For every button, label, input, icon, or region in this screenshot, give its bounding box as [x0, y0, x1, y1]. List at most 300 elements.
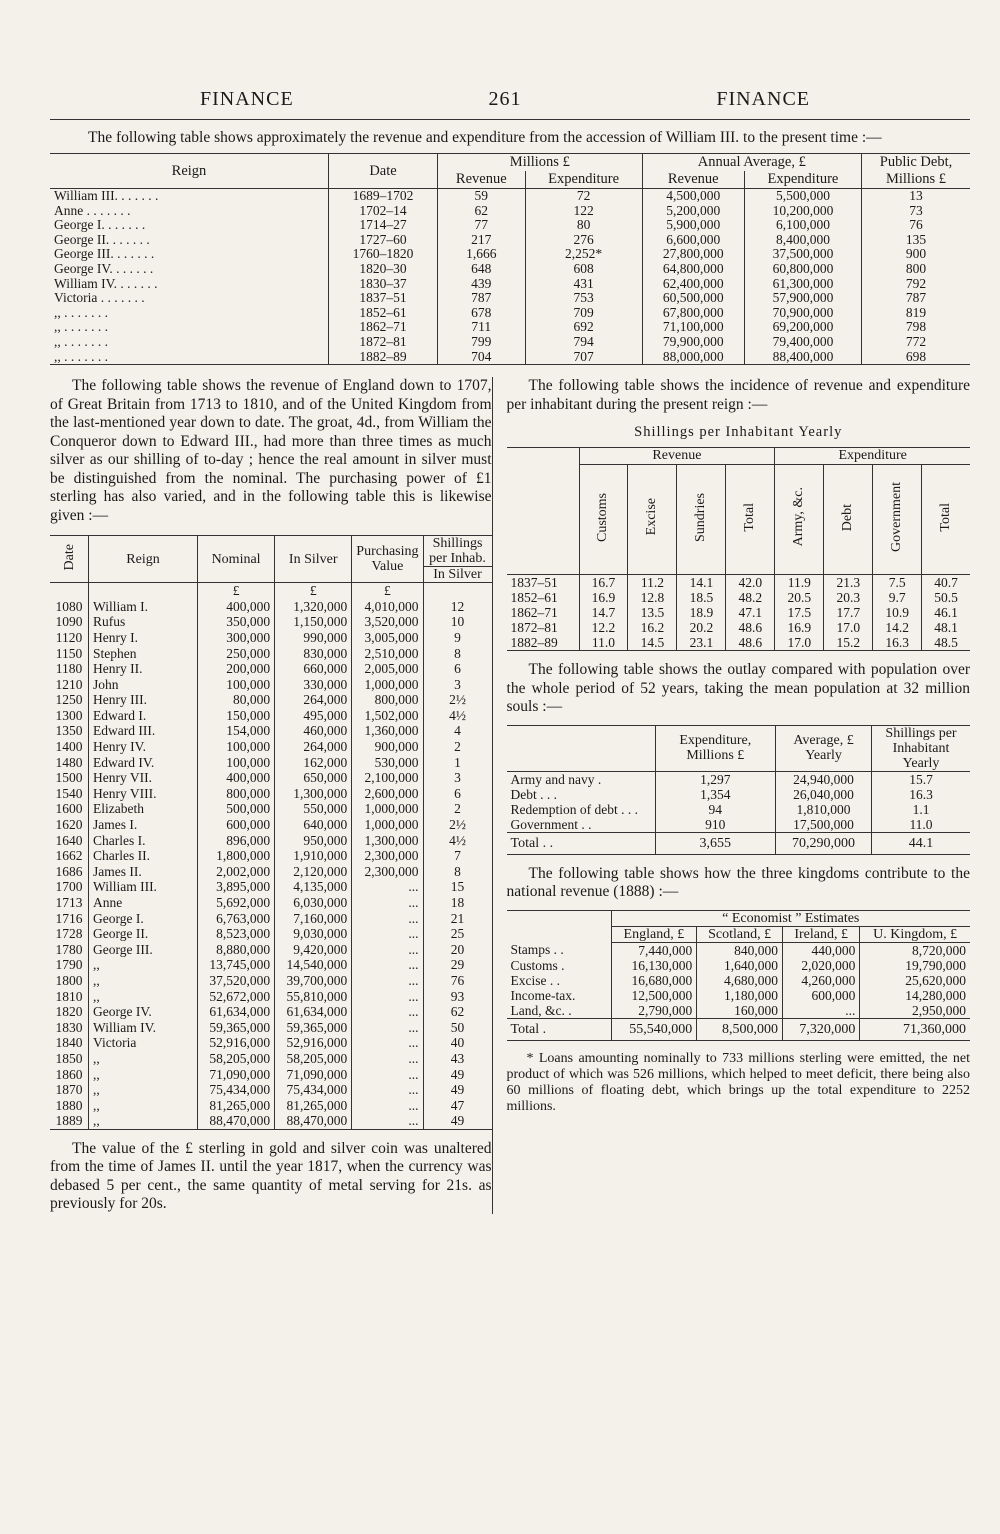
table-row — [50, 350, 970, 365]
t1-cell-reign: ,, . . . . . . . — [50, 306, 329, 321]
t2-cell-reign: George I. — [89, 911, 198, 927]
t2-cell-nominal: 59,365,000 — [198, 1020, 275, 1036]
table-row — [507, 958, 970, 973]
t2-cell-purchasing: ... — [352, 989, 423, 1005]
t5-cell: Excise . . — [507, 973, 612, 988]
t1-cell-revenue: 787 — [438, 291, 526, 306]
t2-cell-nominal: 8,880,000 — [198, 942, 275, 958]
t1-cell-debt: 819 — [905, 304, 927, 320]
t2-cell-date: 1600 — [50, 801, 89, 817]
t2-cell-reign: ,, — [89, 1098, 198, 1114]
t2-cell-shillings: 50 — [450, 1019, 465, 1035]
table-row — [50, 801, 492, 817]
t1-cell-revenue: 77 — [438, 218, 526, 233]
table-row — [50, 614, 492, 630]
t2-unit-nominal: £ — [198, 583, 275, 599]
t3-cell: 48.6 — [726, 620, 775, 635]
t2-header-reign: Reign — [89, 536, 198, 583]
t2-cell-date: 1840 — [50, 1035, 89, 1051]
intro-paragraph: The following table shows approximately the revenue and expenditure from the accession of William III. to the present time :— — [88, 129, 882, 146]
t3-colhead-label: Total — [742, 502, 758, 532]
t2-cell-shillings: 49 — [450, 1113, 465, 1129]
t2-cell-nominal: 100,000 — [198, 739, 275, 755]
t2-cell-reign: ,, — [89, 1067, 198, 1083]
t1-cell-expenditure: 753 — [525, 291, 642, 306]
t4-total-cell: 3,655 — [655, 832, 776, 854]
t1-cell-avg-revenue: 60,500,000 — [642, 291, 744, 306]
t2-cell-purchasing: 3,005,000 — [352, 630, 423, 646]
t2-cell-date: 1686 — [50, 864, 89, 880]
t2-cell-shillings: 2 — [454, 739, 461, 755]
t2-cell-nominal: 61,634,000 — [198, 1004, 275, 1020]
t5-header-ireland: Ireland, £ — [782, 926, 859, 942]
t2-cell-date: 1662 — [50, 848, 89, 864]
t2-cell-nominal: 1,800,000 — [198, 848, 275, 864]
table-row — [50, 646, 492, 662]
header-left: FINANCE — [200, 88, 294, 110]
t2-cell-reign: Henry I. — [89, 630, 198, 646]
t2-cell-silver: 162,000 — [275, 755, 352, 771]
t1-header-revenue: Revenue — [438, 171, 526, 189]
t3-cell: 1872–81 — [507, 620, 580, 635]
t2-cell-purchasing: 4,010,000 — [352, 599, 423, 615]
t1-cell-reign: George III. . . . . . . — [50, 247, 329, 262]
table-row — [507, 771, 970, 787]
t1-cell-debt: 698 — [905, 348, 927, 364]
t2-cell-silver: 330,000 — [275, 677, 352, 693]
t2-cell-reign: William III. — [89, 879, 198, 895]
t2-cell-purchasing: 530,000 — [352, 755, 423, 771]
t2-cell-reign: John — [89, 677, 198, 693]
t2-cell-shillings: 2½ — [449, 817, 466, 833]
table-row — [50, 833, 492, 849]
t2-cell-reign: William I. — [89, 599, 198, 615]
table-row — [50, 911, 492, 927]
t1-cell-date: 1820–30 — [329, 262, 438, 277]
table-row — [507, 590, 970, 605]
t3-colhead-label: Government — [889, 482, 905, 553]
t3-cell: 20.3 — [824, 590, 873, 605]
t5-header-group: “ Economist ” Estimates — [611, 910, 970, 926]
t2-cell-shillings: 8 — [454, 863, 461, 879]
t2-cell-silver: 39,700,000 — [275, 973, 352, 989]
t2-cell-silver: 830,000 — [275, 646, 352, 662]
table-row — [50, 320, 970, 335]
t3-cell: 50.5 — [934, 590, 958, 606]
t2-cell-nominal: 150,000 — [198, 708, 275, 724]
t2-cell-silver: 1,150,000 — [275, 614, 352, 630]
t5-cell: 16,130,000 — [611, 958, 697, 973]
t3-colhead — [579, 465, 628, 575]
t2-cell-reign: Edward III. — [89, 723, 198, 739]
t1-cell-date: 1830–37 — [329, 277, 438, 292]
historical-revenue-table — [50, 535, 492, 1130]
t2-cell-nominal: 896,000 — [198, 833, 275, 849]
outlay-population-table — [507, 725, 970, 855]
t2-header-shillings: Shillings per Inhab. — [423, 536, 492, 567]
right-paragraph-3: The following table shows how the three kingdoms contribute to the national revenue (1888) :— — [506, 864, 970, 901]
t1-cell-reign: George IV. . . . . . . — [50, 262, 329, 277]
table-row — [507, 988, 970, 1003]
t2-cell-silver: 52,916,000 — [275, 1035, 352, 1051]
t2-cell-purchasing: ... — [352, 1004, 423, 1020]
t2-header-silver: In Silver — [275, 536, 352, 583]
t2-cell-reign: ,, — [89, 989, 198, 1005]
t2-cell-date: 1250 — [50, 692, 89, 708]
t1-cell-reign: George I. . . . . . . — [50, 218, 329, 233]
t2-cell-silver: 650,000 — [275, 770, 352, 786]
t1-cell-debt: 76 — [909, 217, 923, 233]
t2-cell-date: 1540 — [50, 786, 89, 802]
t1-cell-expenditure: 276 — [525, 233, 642, 248]
t2-cell-date: 1300 — [50, 708, 89, 724]
t4-cell: 1,810,000 — [776, 802, 872, 817]
t2-cell-nominal: 400,000 — [198, 599, 275, 615]
t2-cell-nominal: 200,000 — [198, 661, 275, 677]
table-row — [50, 848, 492, 864]
t2-cell-date: 1480 — [50, 755, 89, 771]
t2-cell-reign: ,, — [89, 957, 198, 973]
t1-cell-expenditure: 707 — [525, 350, 642, 365]
t2-cell-shillings: 62 — [450, 1004, 465, 1020]
t2-cell-purchasing: ... — [352, 879, 423, 895]
t2-cell-shillings: 4½ — [449, 832, 466, 848]
t1-cell-expenditure: 608 — [525, 262, 642, 277]
t2-cell-nominal: 88,470,000 — [198, 1113, 275, 1129]
table-row — [507, 620, 970, 635]
t2-cell-reign: Elizabeth — [89, 801, 198, 817]
t2-cell-date: 1889 — [50, 1113, 89, 1129]
footnote: * Loans amounting nominally to 733 millions sterling were emitted, the net product of which was 526 millions, which helped to meet deficit, there being also 60 millions of floating debt, which brings up the total expenditure to 2252 millions. — [506, 1050, 970, 1114]
t1-cell-revenue: 799 — [438, 335, 526, 350]
t2-cell-reign: ,, — [89, 1082, 198, 1098]
t2-cell-shillings: 49 — [450, 1082, 465, 1098]
t3-cell: 18.9 — [677, 605, 726, 620]
t2-cell-purchasing: 2,510,000 — [352, 646, 423, 662]
t2-cell-shillings: 49 — [450, 1066, 465, 1082]
t5-header-scotland: Scotland, £ — [697, 926, 783, 942]
t3-cell: 9.7 — [873, 590, 922, 605]
t3-cell: 17.5 — [775, 605, 824, 620]
t3-cell: 16.3 — [873, 635, 922, 651]
t2-cell-shillings: 15 — [450, 879, 465, 895]
t4-cell: 1,354 — [655, 787, 776, 802]
t2-cell-silver: 1,320,000 — [275, 599, 352, 615]
t3-colhead — [775, 465, 824, 575]
t2-cell-purchasing: 3,520,000 — [352, 614, 423, 630]
t1-cell-revenue: 648 — [438, 262, 526, 277]
t3-colhead — [922, 465, 970, 575]
t3-cell: 48.1 — [934, 620, 958, 636]
t2-cell-silver: 6,030,000 — [275, 895, 352, 911]
t5-header-uk: U. Kingdom, £ — [860, 926, 970, 942]
table-row — [50, 335, 970, 350]
t2-cell-purchasing: 1,000,000 — [352, 817, 423, 833]
t5-cell: 840,000 — [697, 942, 783, 958]
t2-cell-purchasing: ... — [352, 942, 423, 958]
t1-cell-revenue: 711 — [438, 320, 526, 335]
table-row — [50, 1082, 492, 1098]
t2-cell-purchasing: ... — [352, 911, 423, 927]
t2-cell-shillings: 1 — [454, 754, 461, 770]
t1-cell-reign: Anne . . . . . . . — [50, 204, 329, 219]
t2-cell-date: 1400 — [50, 739, 89, 755]
t5-cell: 440,000 — [782, 942, 859, 958]
t5-cell: Land, &c. . — [507, 1003, 612, 1019]
t2-cell-nominal: 8,523,000 — [198, 926, 275, 942]
t4-header-expenditure: Expenditure, Millions £ — [655, 725, 776, 771]
t4-cell: Debt . . . — [507, 787, 656, 802]
t5-cell: 1,180,000 — [697, 988, 783, 1003]
t1-cell-avg-revenue: 67,800,000 — [642, 306, 744, 321]
page-number: 261 — [488, 88, 522, 110]
t1-cell-expenditure: 80 — [525, 218, 642, 233]
t1-cell-date: 1702–14 — [329, 204, 438, 219]
two-column-body — [50, 377, 970, 1214]
t1-cell-reign: William IV. . . . . . . — [50, 277, 329, 292]
table-row — [50, 989, 492, 1005]
table-row — [507, 1003, 970, 1019]
t3-cell: 1882–89 — [507, 635, 580, 651]
t2-cell-reign: Henry VIII. — [89, 786, 198, 802]
t2-cell-reign: Henry VII. — [89, 770, 198, 786]
t5-total-cell: 8,500,000 — [697, 1018, 783, 1040]
t3-header-expenditure: Expenditure — [775, 448, 970, 465]
t2-cell-date: 1350 — [50, 723, 89, 739]
t2-cell-silver: 1,300,000 — [275, 786, 352, 802]
t4-header-shillings: Shillings per Inhabitant Yearly — [872, 725, 971, 771]
t2-cell-date: 1790 — [50, 957, 89, 973]
t2-cell-nominal: 80,000 — [198, 692, 275, 708]
left-column — [50, 377, 492, 1214]
table-row — [50, 306, 970, 321]
table-row — [50, 599, 492, 615]
t3-cell: 17.0 — [824, 620, 873, 635]
t1-cell-debt: 792 — [905, 275, 927, 291]
t2-cell-nominal: 250,000 — [198, 646, 275, 662]
t2-cell-silver: 55,810,000 — [275, 989, 352, 1005]
t3-cell: 11.2 — [628, 575, 677, 591]
t3-colhead-label: Customs — [595, 492, 611, 542]
t3-cell: 14.7 — [579, 605, 628, 620]
t5-total-cell: Total . — [507, 1018, 612, 1040]
t1-cell-debt: 900 — [905, 246, 927, 262]
t1-header-expenditure: Expenditure — [525, 171, 642, 189]
header-rule — [50, 119, 970, 120]
t1-cell-debt: 13 — [909, 188, 923, 203]
t2-cell-shillings: 29 — [450, 957, 465, 973]
t2-cell-nominal: 3,895,000 — [198, 879, 275, 895]
t4-cell: 94 — [655, 802, 776, 817]
t3-cell: 47.1 — [726, 605, 775, 620]
t3-cell: 16.9 — [579, 590, 628, 605]
t2-cell-nominal: 400,000 — [198, 770, 275, 786]
table-row — [50, 926, 492, 942]
t2-cell-silver: 2,120,000 — [275, 864, 352, 880]
table-row — [50, 630, 492, 646]
t3-cell: 1852–61 — [507, 590, 580, 605]
table-row — [50, 204, 970, 219]
t2-cell-purchasing: 1,300,000 — [352, 833, 423, 849]
t3-caption: Shillings per Inhabitant Yearly — [634, 424, 843, 441]
t2-cell-shillings: 4 — [454, 723, 461, 739]
t2-cell-date: 1830 — [50, 1020, 89, 1036]
t2-cell-reign: Henry IV. — [89, 739, 198, 755]
t2-unit-purchasing: £ — [352, 583, 423, 599]
table-row — [507, 787, 970, 802]
t2-cell-date: 1210 — [50, 677, 89, 693]
t1-cell-avg-revenue: 5,200,000 — [642, 204, 744, 219]
t4-cell: 910 — [655, 817, 776, 833]
t4-cell: 15.7 — [909, 771, 933, 787]
t1-header-av-revenue: Revenue — [642, 171, 744, 189]
t2-cell-silver: 59,365,000 — [275, 1020, 352, 1036]
t2-cell-date: 1810 — [50, 989, 89, 1005]
t2-cell-purchasing: 900,000 — [352, 739, 423, 755]
t2-cell-reign: Charles I. — [89, 833, 198, 849]
t3-cell: 12.8 — [628, 590, 677, 605]
t2-cell-reign: ,, — [89, 1051, 198, 1067]
t5-cell: 19,790,000 — [905, 957, 966, 973]
table-row — [50, 661, 492, 677]
table-row — [50, 1020, 492, 1036]
t3-cell: 20.5 — [775, 590, 824, 605]
table-row — [50, 708, 492, 724]
t5-total-row — [507, 1018, 970, 1040]
t1-cell-avg-expenditure: 5,500,000 — [744, 189, 861, 204]
t2-unit-silver: £ — [275, 583, 352, 599]
t2-cell-date: 1870 — [50, 1082, 89, 1098]
t2-cell-nominal: 100,000 — [198, 677, 275, 693]
t1-cell-avg-expenditure: 69,200,000 — [744, 320, 861, 335]
t2-cell-nominal: 600,000 — [198, 817, 275, 833]
t1-cell-expenditure: 692 — [525, 320, 642, 335]
t3-cell: 40.7 — [934, 575, 958, 591]
table-row — [50, 942, 492, 958]
t5-cell: 2,020,000 — [782, 958, 859, 973]
t2-cell-silver: 264,000 — [275, 739, 352, 755]
t2-cell-nominal: 13,745,000 — [198, 957, 275, 973]
t1-cell-avg-revenue: 62,400,000 — [642, 277, 744, 292]
t4-cell: Army and navy . — [507, 771, 656, 787]
t3-header-revenue: Revenue — [579, 448, 775, 465]
table-row — [50, 817, 492, 833]
t5-cell: 1,640,000 — [697, 958, 783, 973]
table-row — [50, 864, 492, 880]
t4-cell: Redemption of debt . . . — [507, 802, 656, 817]
t3-colhead-label: Total — [938, 502, 954, 532]
t1-cell-date: 1689–1702 — [329, 189, 438, 204]
t5-cell: ... — [782, 1003, 859, 1019]
t1-cell-reign: George II. . . . . . . — [50, 233, 329, 248]
t1-cell-expenditure: 122 — [525, 204, 642, 219]
t1-cell-avg-revenue: 88,000,000 — [642, 350, 744, 365]
t2-cell-silver: 950,000 — [275, 833, 352, 849]
table-row — [50, 973, 492, 989]
t3-colhead — [873, 465, 922, 575]
table-row — [507, 942, 970, 958]
t5-cell: 7,440,000 — [611, 942, 697, 958]
t2-cell-shillings: 43 — [450, 1050, 465, 1066]
t2-cell-nominal: 75,434,000 — [198, 1082, 275, 1098]
table-row — [50, 879, 492, 895]
t2-cell-purchasing: ... — [352, 1113, 423, 1129]
t2-cell-purchasing: ... — [352, 895, 423, 911]
t3-cell: 14.2 — [873, 620, 922, 635]
t1-cell-expenditure: 72 — [525, 189, 642, 204]
table-row — [50, 1035, 492, 1051]
t3-cell: 48.6 — [726, 635, 775, 651]
t2-cell-nominal: 71,090,000 — [198, 1067, 275, 1083]
t4-cell: Government . . — [507, 817, 656, 833]
t3-cell: 14.5 — [628, 635, 677, 651]
t2-cell-purchasing: 2,300,000 — [352, 848, 423, 864]
t4-cell: 26,040,000 — [776, 787, 872, 802]
t2-cell-purchasing: ... — [352, 973, 423, 989]
t1-cell-debt: 798 — [905, 319, 927, 335]
t5-header-england: England, £ — [611, 926, 697, 942]
t3-colhead — [677, 465, 726, 575]
table-row — [507, 635, 970, 651]
t1-header-millions: Millions £ — [438, 154, 643, 172]
t2-cell-reign: Stephen — [89, 646, 198, 662]
t2-cell-nominal: 37,520,000 — [198, 973, 275, 989]
table-row — [507, 973, 970, 988]
t3-cell: 16.2 — [628, 620, 677, 635]
t5-cell: 2,790,000 — [611, 1003, 697, 1019]
t4-cell: 11.0 — [909, 816, 933, 832]
t5-total-cell: 55,540,000 — [611, 1018, 697, 1040]
t1-cell-debt: 800 — [905, 260, 927, 276]
t5-cell: 2,950,000 — [912, 1002, 966, 1018]
t1-header-av-expenditure: Expenditure — [744, 171, 861, 189]
t2-header-shillings-sub: In Silver — [423, 567, 492, 583]
t2-cell-shillings: 2 — [454, 801, 461, 817]
table-row — [50, 770, 492, 786]
table-row — [50, 1113, 492, 1129]
t3-cell: 7.5 — [873, 575, 922, 591]
t4-cell: 1.1 — [912, 801, 930, 817]
t3-colhead-label: Army, &c. — [791, 487, 807, 547]
t2-cell-shillings: 25 — [450, 926, 465, 942]
left-footer-paragraph: The value of the £ sterling in gold and silver coin was unaltered from the time of James II. until the year 1817, when the currency was debased 5 per cent., the same quantity of metal serving for 21s. as previously for 20s. — [50, 1139, 492, 1213]
t2-cell-reign: James II. — [89, 864, 198, 880]
t2-cell-reign: George III. — [89, 942, 198, 958]
t3-cell: 17.7 — [824, 605, 873, 620]
t3-cell: 18.5 — [677, 590, 726, 605]
table-row — [50, 1098, 492, 1114]
t1-cell-avg-expenditure: 6,100,000 — [744, 218, 861, 233]
t3-cell: 46.1 — [934, 605, 958, 621]
t2-cell-purchasing: 2,600,000 — [352, 786, 423, 802]
t2-cell-date: 1860 — [50, 1067, 89, 1083]
table-row — [50, 1051, 492, 1067]
t1-cell-avg-expenditure: 8,400,000 — [744, 233, 861, 248]
t5-cell: 4,680,000 — [697, 973, 783, 988]
t1-cell-date: 1714–27 — [329, 218, 438, 233]
t2-body — [50, 583, 492, 1130]
t1-cell-avg-expenditure: 57,900,000 — [744, 291, 861, 306]
t2-cell-nominal: 2,002,000 — [198, 864, 275, 880]
t1-cell-avg-expenditure: 60,800,000 — [744, 262, 861, 277]
t2-cell-silver: 9,030,000 — [275, 926, 352, 942]
t2-cell-silver: 61,634,000 — [275, 1004, 352, 1020]
t1-cell-debt: 135 — [905, 231, 927, 247]
t1-header-date: Date — [329, 154, 438, 189]
t2-cell-reign: ,, — [89, 973, 198, 989]
t5-cell: 12,500,000 — [611, 988, 697, 1003]
t2-cell-silver: 990,000 — [275, 630, 352, 646]
